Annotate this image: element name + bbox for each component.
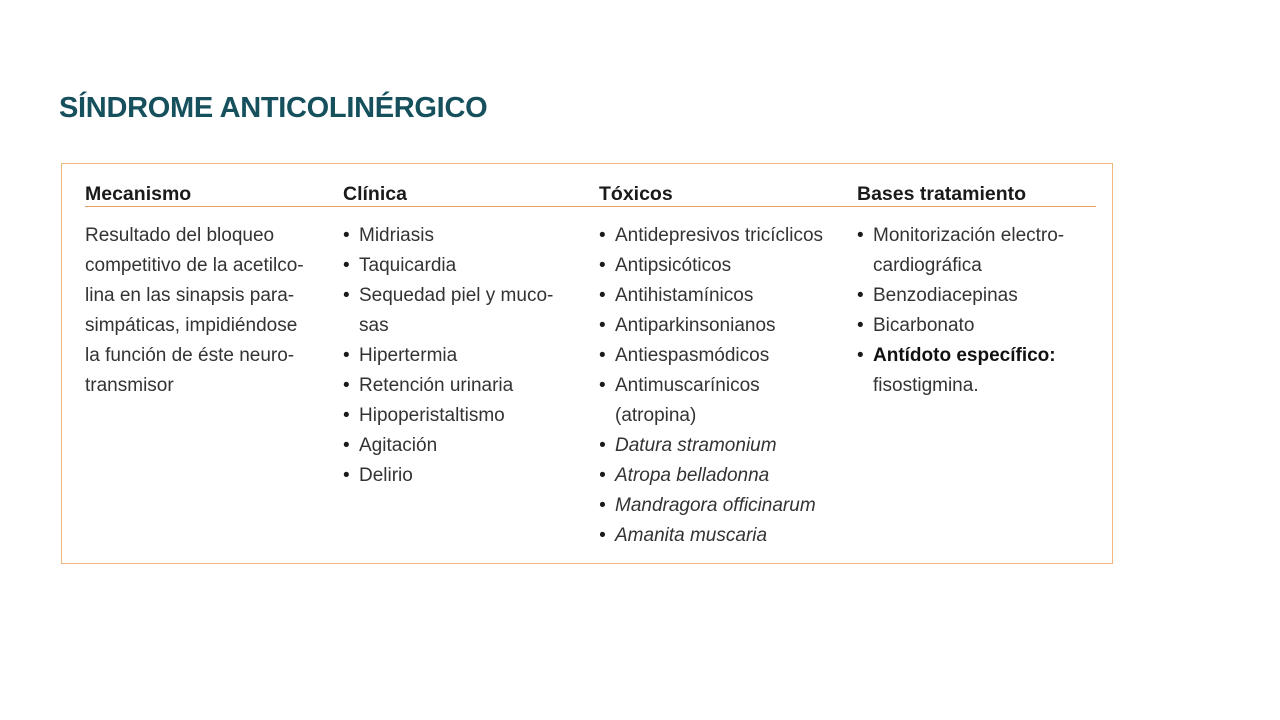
column-header-toxics: Tóxicos: [599, 183, 673, 205]
column-header-mechanism: Mecanismo: [85, 183, 192, 205]
column-treatment: [857, 179, 1097, 401]
treatment-item-text: Monitorización electro-: [873, 225, 1065, 246]
clinical-item-text-continued: sas: [359, 315, 389, 336]
mechanism-line: Resultado del bloqueo: [85, 225, 275, 246]
toxic-plant-item: • Atropa belladonna: [599, 461, 847, 491]
clinical-item: [343, 251, 575, 281]
mechanism-line: competitivo de la acetilco-: [85, 255, 304, 276]
clinical-item-text: Taquicardia: [359, 255, 457, 276]
clinical-item: [343, 221, 575, 251]
mechanism-line: la función de éste neuro-: [85, 345, 295, 366]
clinical-item: [343, 281, 575, 341]
clinical-item-text: Agitación: [359, 435, 438, 456]
toxic-plant-item: • Mandragora officinarum: [599, 491, 847, 521]
treatment-item: [857, 221, 1097, 281]
mechanism-line: simpáticas, impidiéndose: [85, 315, 298, 336]
clinical-item-text: Hipoperistaltismo: [359, 405, 505, 426]
toxic-item: • Antipsicóticos: [599, 251, 847, 281]
treatment-item-text: Benzodiacepinas: [873, 285, 1018, 306]
clinical-item: [343, 341, 575, 371]
clinical-item: [343, 431, 575, 461]
mechanism-line: lina en las sinapsis para-: [85, 285, 295, 306]
clinical-item: [343, 371, 575, 401]
anticholinergic-table: [61, 163, 1113, 564]
column-header-treatment: Bases tratamiento: [857, 183, 1027, 205]
page-title: SÍNDROME ANTICOLINÉRGICO: [59, 92, 488, 124]
toxic-item: • Antiparkinsonianos: [599, 311, 847, 341]
treatment-item-text: Bicarbonato: [873, 315, 975, 336]
clinical-item: [343, 401, 575, 431]
column-toxics: [599, 179, 847, 551]
column-clinical: [343, 179, 575, 491]
column-mechanism: [85, 179, 325, 401]
mechanism-line: transmisor: [85, 375, 174, 396]
mechanism-text: [85, 221, 325, 401]
toxic-plant-item: • Datura stramonium: [599, 431, 847, 461]
treatment-item: [857, 281, 1097, 311]
toxic-item-text-continued: (atropina): [615, 405, 697, 426]
column-header-clinical: Clínica: [343, 183, 407, 205]
antidote-value: fisostigmina.: [873, 375, 979, 396]
clinical-item-text: Hipertermia: [359, 345, 458, 366]
toxic-item: • Antidepresivos tricíclicos: [599, 221, 847, 251]
toxic-item-text: Antimuscarínicos: [615, 375, 760, 396]
treatment-item-text-continued: cardiográfica: [873, 255, 982, 276]
treatment-item: [857, 311, 1097, 341]
clinical-item-text: Delirio: [359, 465, 413, 486]
clinical-item-text: Sequedad piel y muco-: [359, 285, 554, 306]
treatment-list: [857, 221, 1097, 401]
toxic-item: • Antihistamínicos: [599, 281, 847, 311]
clinical-list: [343, 221, 575, 491]
toxics-list: [599, 221, 847, 551]
clinical-item: [343, 461, 575, 491]
toxic-item: • Antiespasmódicos: [599, 341, 847, 371]
toxic-plant-item: • Amanita muscaria: [599, 521, 847, 551]
clinical-item-text: Retención urinaria: [359, 375, 514, 396]
treatment-item: [857, 341, 1097, 401]
antidote-label: Antídoto específico:: [873, 345, 1056, 366]
clinical-item-text: Midriasis: [359, 225, 434, 246]
toxic-item: [599, 371, 847, 431]
